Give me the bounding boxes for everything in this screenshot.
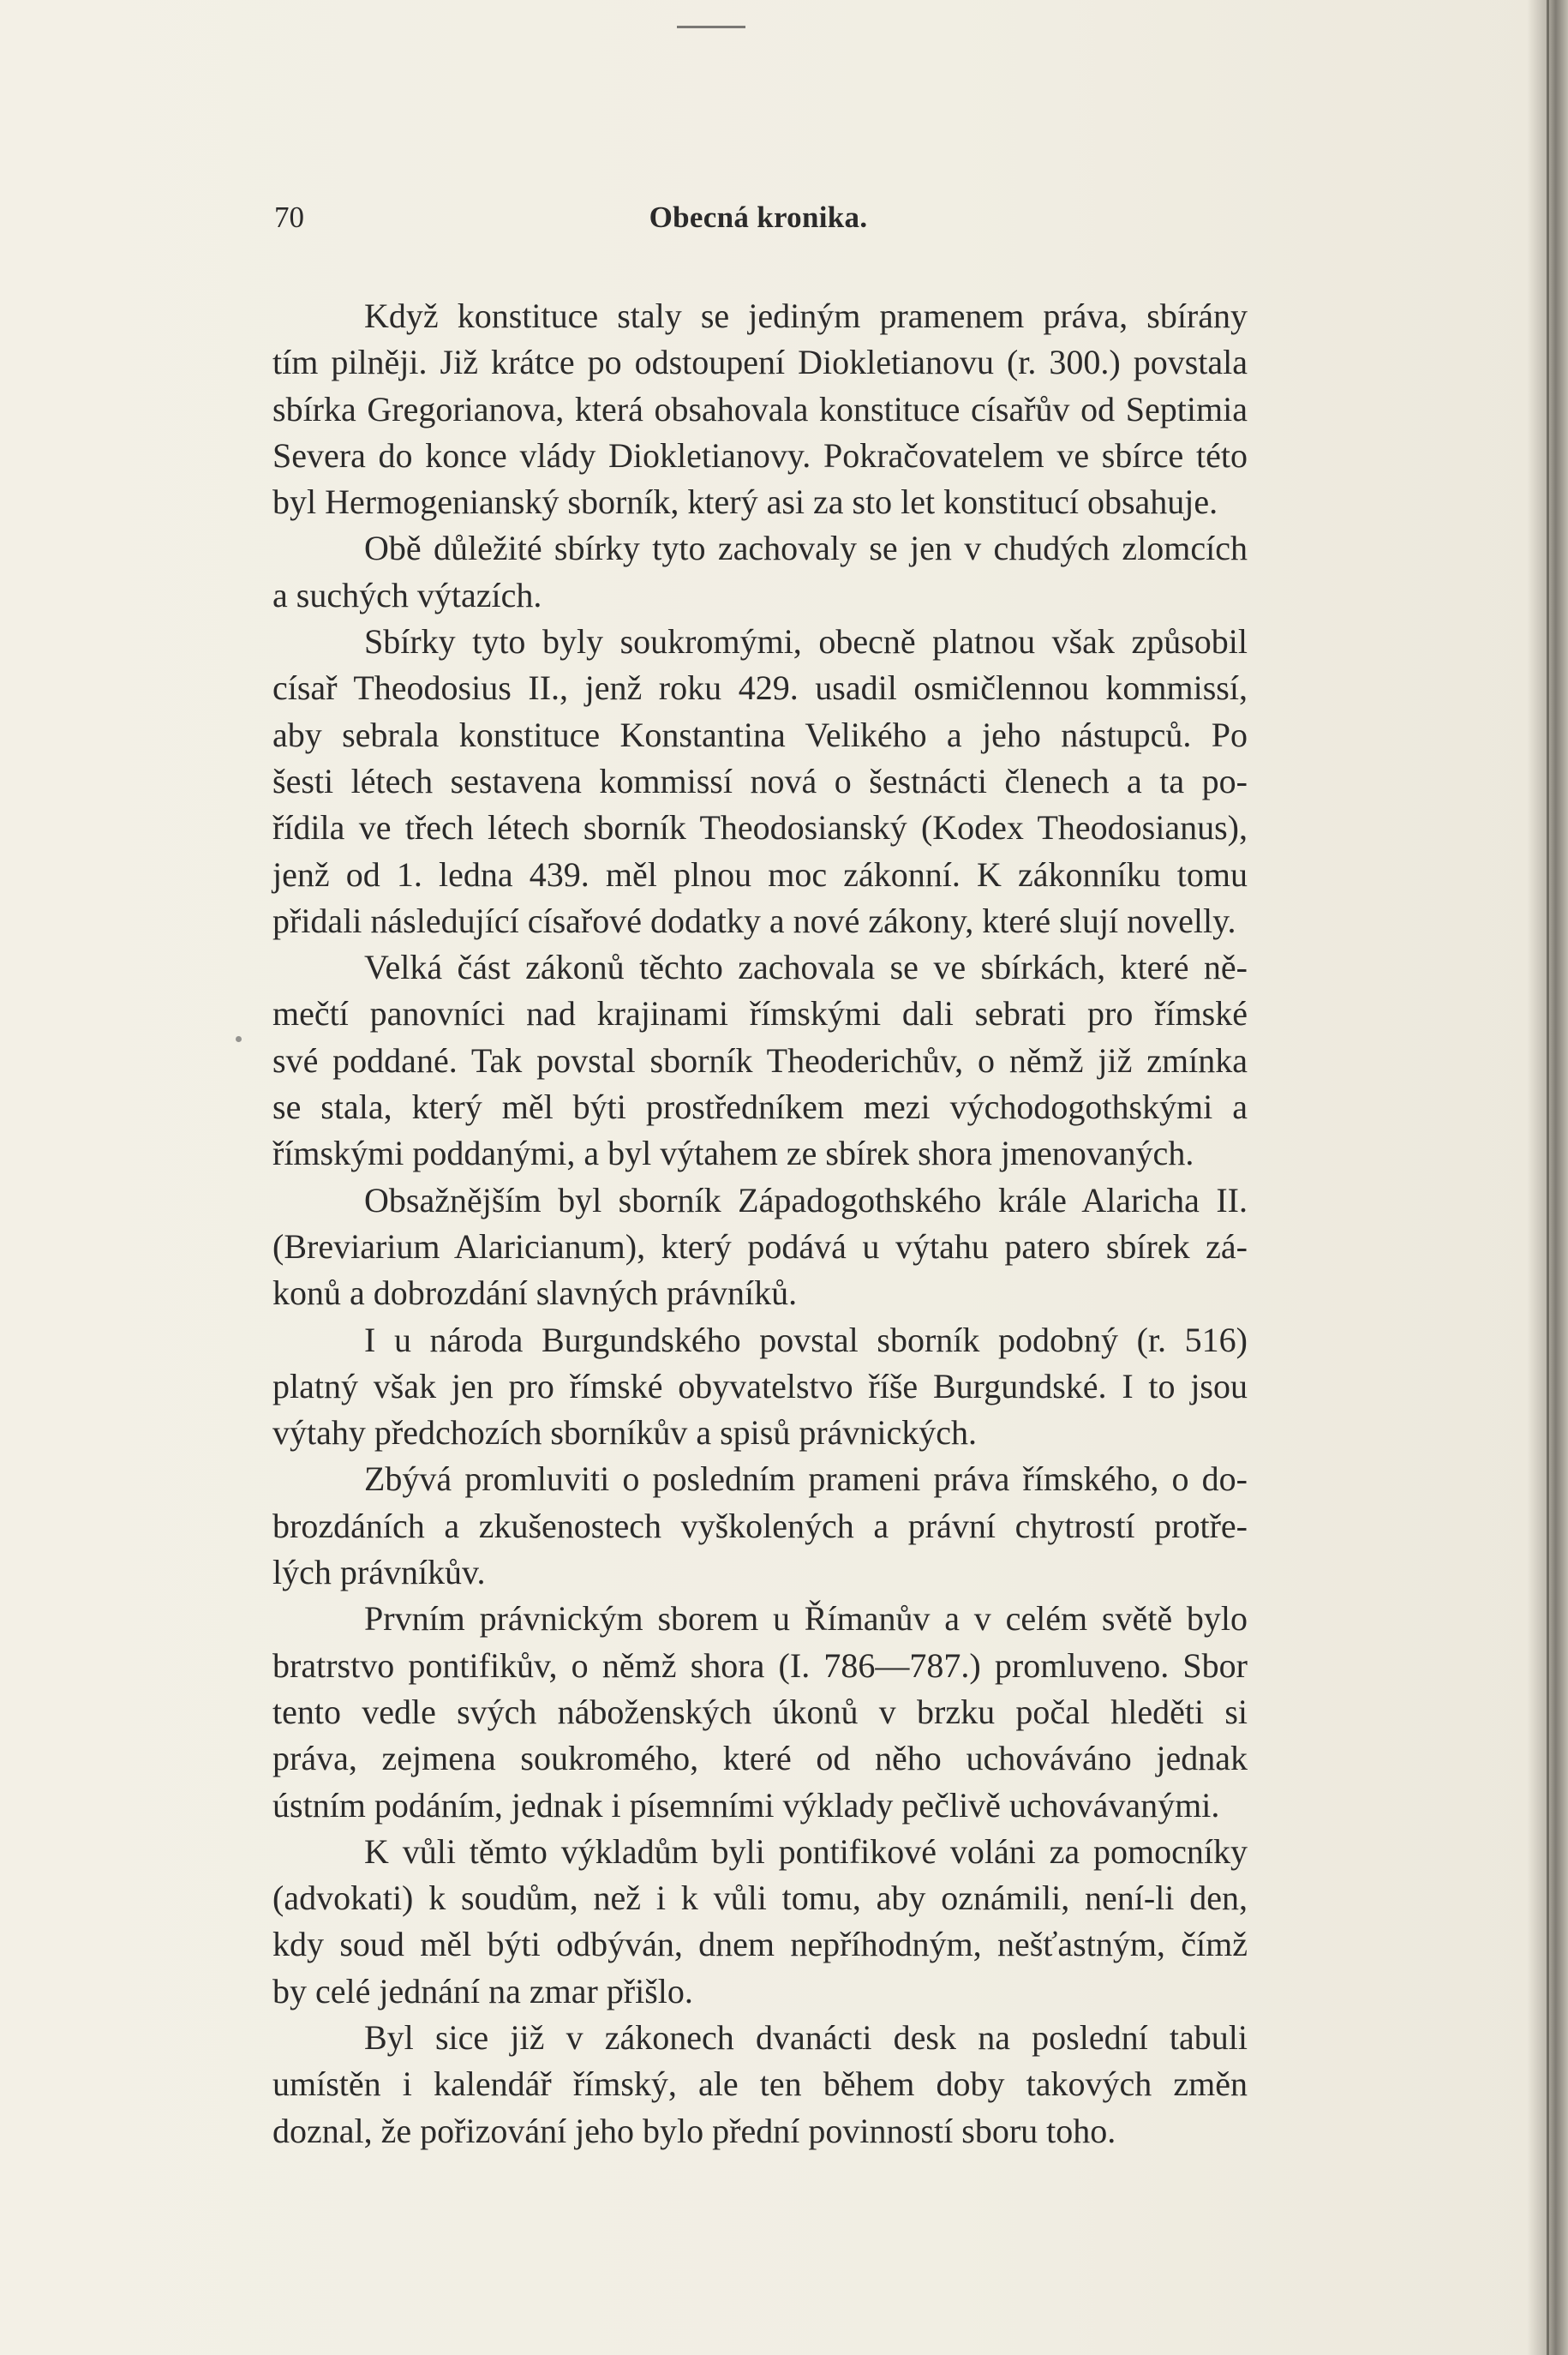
print-mark	[677, 26, 745, 28]
text-line: (advokati) k soudům, než i k vůli tomu, aby oznámili, není-li den,	[272, 1879, 1248, 1918]
text-line: byl Hermogenianský sborník, který asi za sto let konstitucí obsahuje.	[272, 482, 1218, 522]
text-line: se stala, který měl býti prostředníkem mezi východogothskými a	[272, 1088, 1248, 1127]
text-line: Severa do konce vlády Diokletianovy. Pokračovatelem ve sbírce této	[272, 435, 1248, 475]
text-line: šesti létech sestavena kommissí nová o šestnácti členech a ta po-	[272, 761, 1248, 800]
text-line: sbírka Gregorianova, která obsahovala konstituce císařův od Septimia	[272, 389, 1248, 428]
text-line: Obsažnějším byl sborník Západogothského krále Alaricha II.	[364, 1180, 1248, 1219]
text-line: výtahy předchozích sborníkův a spisů právnických.	[272, 1413, 978, 1453]
text-line: tím pilněji. Již krátce po odstoupení Diokletianovu (r. 300.) povstala	[272, 343, 1248, 382]
page-header	[274, 201, 1242, 243]
text-line: I u národa Burgundského povstal sborník podobný (r. 516)	[364, 1320, 1248, 1359]
text-line: a suchých výtazích.	[272, 575, 542, 614]
text-line: brozdáních a zkušenostech vyškolených a právní chytrostí protře-	[272, 1506, 1248, 1545]
text-line: bratrstvo pontifikův, o němž shora (I. 786—787.) promluveno. Sbor	[272, 1645, 1248, 1685]
text-line: jenž od 1. ledna 439. měl plnou moc zákonní. K zákonníku tomu	[272, 854, 1248, 894]
text-line: platný však jen pro římské obyvatelstvo říše Burgundské. I to jsou	[272, 1366, 1248, 1405]
text-line: Sbírky tyto byly soukromými, obecně platnou však způsobil	[364, 622, 1248, 662]
text-line: lých právníkův.	[272, 1553, 486, 1592]
text-line: mečtí panovníci nad krajinami římskými dali sebrati pro římské	[272, 994, 1248, 1034]
text-line: Obě důležité sbírky tyto zachovaly se jen v chudých zlomcích	[364, 529, 1248, 568]
text-line: Byl sice již v zákonech dvanácti desk na poslední tabuli	[364, 2017, 1248, 2057]
text-line: tento vedle svých náboženských úkonů v brzku počal hleděti si	[272, 1692, 1248, 1731]
running-title: Obecná kronika.	[649, 201, 868, 234]
body-text	[272, 293, 1248, 2154]
text-line: císař Theodosius II., jenž roku 429. usadil osmičlennou kommissí,	[272, 668, 1248, 708]
text-line: Když konstituce staly se jediným pramenem práva, sbírány	[364, 297, 1248, 335]
text-line: Prvním právnickým sborem u Římanův a v celém světě bylo	[364, 1599, 1248, 1639]
text-line: práva, zejmena soukromého, které od něho uchováváno jednak	[272, 1739, 1248, 1778]
text-line: K vůli těmto výkladům byli pontifikové voláni za pomocníky	[364, 1831, 1248, 1871]
page-number: 70	[274, 201, 304, 234]
text-line: římskými poddanými, a byl výtahem ze sbírek shora jmenovaných.	[272, 1134, 1194, 1173]
text-line: ústním podáním, jednak i písemními výklady pečlivě uchovávanými.	[272, 1785, 1220, 1825]
text-line: doznal, že pořizování jeho bylo přední povinností sboru toho.	[272, 2111, 1116, 2150]
ink-spot	[236, 1036, 242, 1042]
text-line: své poddané. Tak povstal sborník Theoderichův, o němž již zmínka	[272, 1040, 1248, 1080]
text-line: aby sebrala konstituce Konstantina Velikého a jeho nástupců. Po	[272, 715, 1248, 754]
text-line: Velká část zákonů těchto zachovala se ve sbírkách, které ně-	[364, 948, 1248, 987]
text-line: konů a dobrozdání slavných právníků.	[272, 1273, 798, 1313]
text-line: přidali následující císařové dodatky a nové zákony, které slují novelly.	[272, 901, 1236, 940]
text-line: by celé jednání na zmar přišlo.	[272, 1971, 693, 2010]
page-edge-line	[1547, 0, 1549, 2355]
text-line: řídila ve třech létech sborník Theodosianský (Kodex Theodosianus),	[272, 808, 1248, 848]
text-line: kdy soud měl býti odbýván, dnem nepříhodným, nešťastným, čímž	[272, 1925, 1248, 1964]
text-line: umístěn i kalendář římský, ale ten během doby takových změn	[272, 2064, 1248, 2104]
text-line: (Breviarium Alaricianum), který podává u výtahu patero sbírek zá-	[272, 1226, 1248, 1266]
text-line: Zbývá promluviti o posledním prameni práva římského, o do-	[364, 1459, 1248, 1499]
